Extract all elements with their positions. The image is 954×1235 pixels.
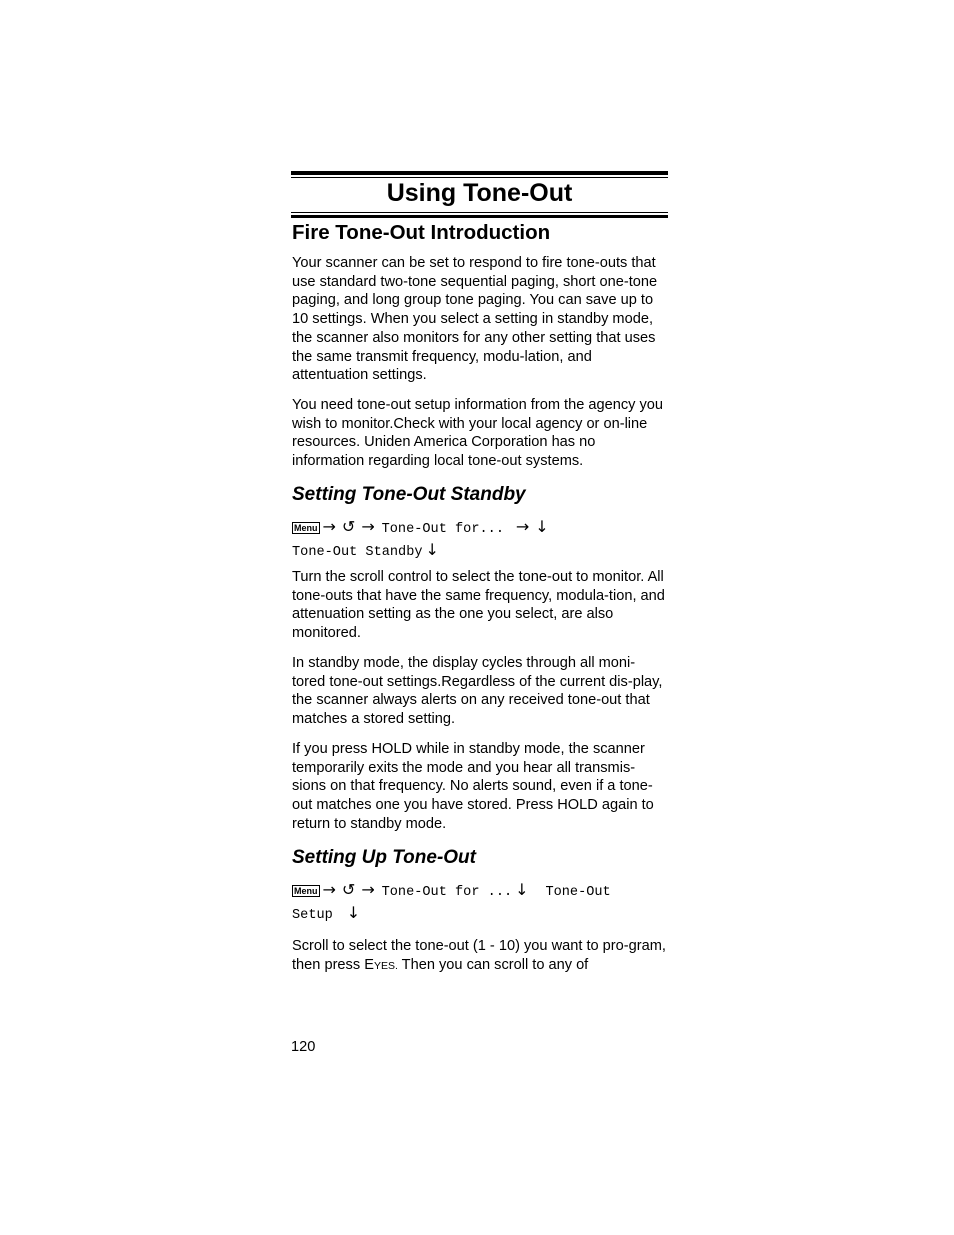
standby-paragraph-3: If you press HOLD while in standby mode, the scanner temporarily exits the mode and you hear all transmis-sions on that frequency. No alerts sound, even if a tone-out matches one you have stored. Press HOLD again to return to standby mode. [292,741,654,832]
top-rule-thick [291,171,668,175]
standby-heading: Setting Tone-Out Standby [292,484,526,505]
standby-paragraph-1: Turn the scroll control to select the tone-out to monitor. All tone-outs that have the same frequency, modula-tion, and attenuation setting as the one you select, are also monitored. [292,569,665,642]
setup-paragraph-end: Then you can scroll to any of [397,956,589,973]
chapter-title: Using Tone-Out [386,179,573,207]
intro-paragraph-1: Your scanner can be set to respond to fire tone-outs that use standard two-tone sequential paging, short one-tone paging, and long group tone paging. You can save up to 10 settings. When you select a setting in standby mode, the scanner also monitors for any other setting that uses the same transmit frequency, modu-lation, and attentuation settings. [292,255,658,384]
intro-paragraph-2: You need tone-out setup information from the agency you wish to monitor.Check with your local agency or on-line resources. Uniden America Corporation has no information regarding local tone-out systems. [292,397,664,470]
standby-step-1: Tone-Out for... [381,522,504,537]
title-rule-thin [291,212,668,213]
setup-paragraph-start: Scroll to select the tone-out (1 - 10) you want to pro-gram, then press E [292,938,666,973]
arrow-right-icon: → [515,517,530,536]
standby-step-2: Tone-Out Standby [292,545,423,560]
setup-step-2-line2: Setup [292,908,333,923]
menu-key: Menu [294,523,318,533]
arrow-right-icon: → [361,880,375,899]
setup-step-2-line1: Tone-Out [545,885,611,900]
arrow-right-icon: → [322,880,336,899]
setup-heading: Setting Up Tone-Out [292,847,476,868]
arrow-down-icon: ↓ [515,880,529,899]
standby-key-sequence-line2 [292,539,668,564]
section-title: Fire Tone-Out Introduction [292,221,551,244]
setup-paragraph [292,937,667,975]
arrow-down-icon: ↓ [346,903,361,922]
standby-paragraph-2: In standby mode, the display cycles through all moni-tored tone-out settings.Regardless of the current dis-play, the scanner always alerts on any received tone-out that matches a stored setting. [292,655,663,728]
yes-key-label: YES. [373,959,398,972]
menu-key: Menu [294,886,318,896]
scroll-control-icon: ↺ [341,517,356,536]
arrow-right-icon: → [322,517,336,536]
scroll-control-icon: ↺ [341,880,356,899]
page-number: 120 [291,1039,316,1055]
title-rule-thick [291,215,668,218]
setup-step-1: Tone-Out for ... [381,885,513,900]
arrow-down-icon: ↓ [535,517,549,536]
standby-key-sequence [292,516,668,541]
arrow-right-icon: → [361,517,375,536]
setup-key-sequence-line2 [292,902,668,927]
setup-key-sequence [292,879,668,904]
arrow-down-icon: ↓ [425,540,439,559]
